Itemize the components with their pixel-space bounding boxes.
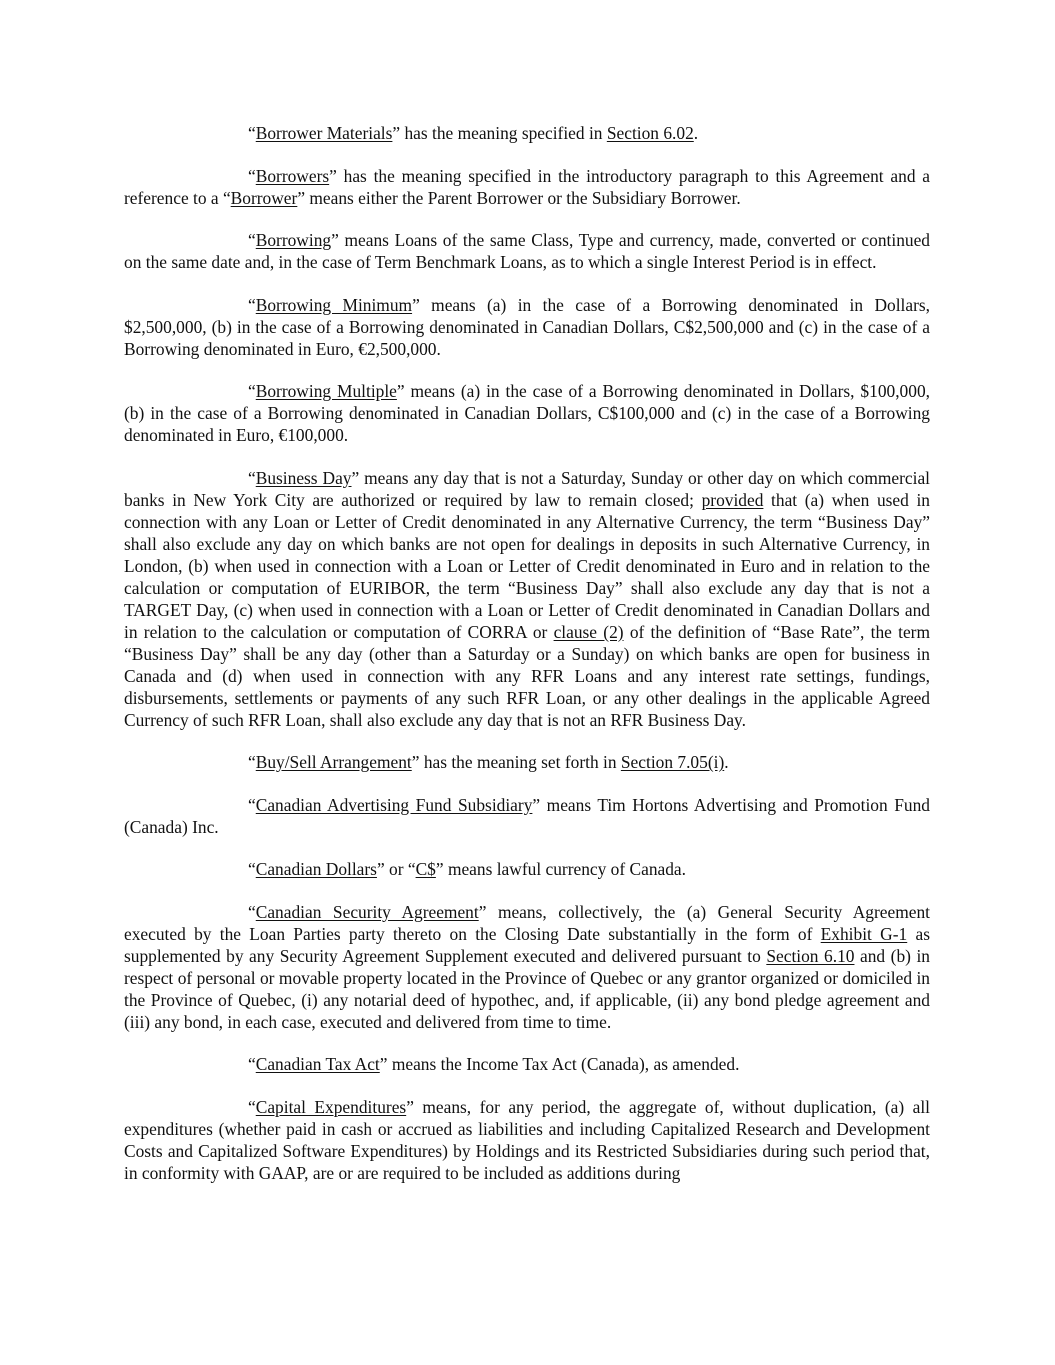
defined-term: Borrowers: [255, 165, 330, 186]
definition-buy-sell-arrangement: “Buy/Sell Arrangement” has the meaning set forth in Section 7.05(i).: [248, 752, 729, 772]
defined-term: Canadian Dollars: [255, 859, 377, 879]
definition-borrowing-minimum: “Borrowing Minimum” means (a) in the case of a Borrowing denominated in Dollars, $2,500,000, (b) in the case of a Borrowing denominated in Canadian Dollars, C$2,500,000 and (c) in the case of a Borrowing denominated in Euro, €2,500,000.: [124, 294, 930, 359]
definition-canadian-advertising-fund-subsidiary: “Canadian Advertising Fund Subsidiary” means Tim Hortons Advertising and Promotion Fund (Canada) Inc.: [124, 794, 930, 837]
definition-borrower-materials: “Borrower Materials” has the meaning specified in Section 6.02.: [248, 123, 699, 143]
definition-borrowers: “Borrowers” has the meaning specified in the introductory paragraph to this Agreement and a reference to a “Borrower” means either the Parent Borrower or the Subsidiary Borrower.: [124, 165, 930, 208]
defined-term: Canadian Security Agreement: [255, 901, 479, 922]
defined-term: C$: [415, 859, 436, 879]
definition-business-day: “Business Day” means any day that is not a Saturday, Sunday or other day on which commercial banks in New York City are authorized or required by law to remain closed; provided that (a) when used in connection with any Loan or Letter of Credit denominated in any Alternative Currency, the term “Business Day” shall also exclude any day on which banks are not open for dealings in deposits in such Alternative Currency, in London, (b) when used in connection with a Loan or Letter of Credit denominated in Euro and in relation to the calculation or computation of EURIBOR, the term “Business Day” shall also exclude any day that is not a TARGET Day, (c) when used in connection with a Loan or Letter of Credit denominated in Canadian Dollars and in relation to the calculation or computation of CORRA or clause (2) of the definition of “Base Rate”, the term “Business Day” shall be any day (other than a Saturday or a Sunday) on which banks are open for business in Canada and (d) when used in connection with any RFR Loans and any interest rate settings, fundings, disbursements, settlements or payments of any such RFR Loan, or any other dealings in the applicable Agreed Currency of such RFR Loan, shall also exclude any day that is not an RFR Business Day.: [124, 467, 930, 730]
definition-borrowing: “Borrowing” means Loans of the same Class, Type and currency, made, converted or continued on the same date and, in the case of Term Benchmark Loans, as to which a single Interest Period is in effect.: [124, 230, 930, 272]
cross-reference: Section 6.10: [766, 945, 855, 966]
defined-term: Borrower Materials: [255, 123, 393, 143]
cross-reference: Section 6.02: [606, 123, 694, 143]
definition-canadian-security-agreement: “Canadian Security Agreement” means, collectively, the (a) General Security Agreement executed by the Loan Parties party thereto on the Closing Date substantially in the form of Exhibit G-1 as supplemented by any Security Agreement Supplement executed and delivered pursuant to Section 6.10 and (b) in respect of personal or movable property located in the Province of Quebec or any grantor organized or domiciled in the Province of Quebec, (i) any notarial deed of hypothec, and, if applicable, (ii) any bond pledge agreement and (iii) any bond, in each case, executed and delivered from time to time.: [124, 901, 930, 1032]
defined-term: Canadian Tax Act: [255, 1054, 380, 1074]
defined-term: Buy/Sell Arrangement: [255, 752, 412, 772]
cross-reference: clause (2): [553, 621, 624, 642]
cross-reference: Exhibit G-1: [820, 923, 908, 944]
defined-term: Borrowing: [255, 230, 332, 250]
definition-capital-expenditures: “Capital Expenditures” means, for any period, the aggregate of, without duplication, (a) all expenditures (whether paid in cash or accrued as liabilities and including Capitalized Research and Development Costs and Capitalized Software Expenditures) by Holdings and its Restricted Subsidiaries during such period that, in conformity with GAAP, are or are required to be included as additions during: [124, 1096, 930, 1183]
defined-term: Borrowing Multiple: [255, 381, 397, 401]
definition-borrowing-multiple: “Borrowing Multiple” means (a) in the case of a Borrowing denominated in Dollars, $100,000, (b) in the case of a Borrowing denominated in Canadian Dollars, C$100,000 and (c) in the case of a Borrowing denominated in Euro, €100,000.: [124, 381, 930, 445]
emphasis-provided: provided: [701, 489, 764, 510]
definition-canadian-tax-act: “Canadian Tax Act” means the Income Tax Act (Canada), as amended.: [248, 1054, 740, 1074]
document-page: [124, 122, 930, 1204]
defined-term: Borrowing Minimum: [255, 294, 413, 315]
defined-term: Business Day: [255, 467, 352, 488]
cross-reference: Section 7.05(i): [620, 752, 725, 772]
defined-term: Borrower: [230, 187, 298, 208]
defined-term: Canadian Advertising Fund Subsidiary: [255, 794, 533, 815]
defined-term: Capital Expenditures: [255, 1096, 407, 1117]
definition-canadian-dollars: “Canadian Dollars” or “C$” means lawful currency of Canada.: [248, 859, 686, 879]
